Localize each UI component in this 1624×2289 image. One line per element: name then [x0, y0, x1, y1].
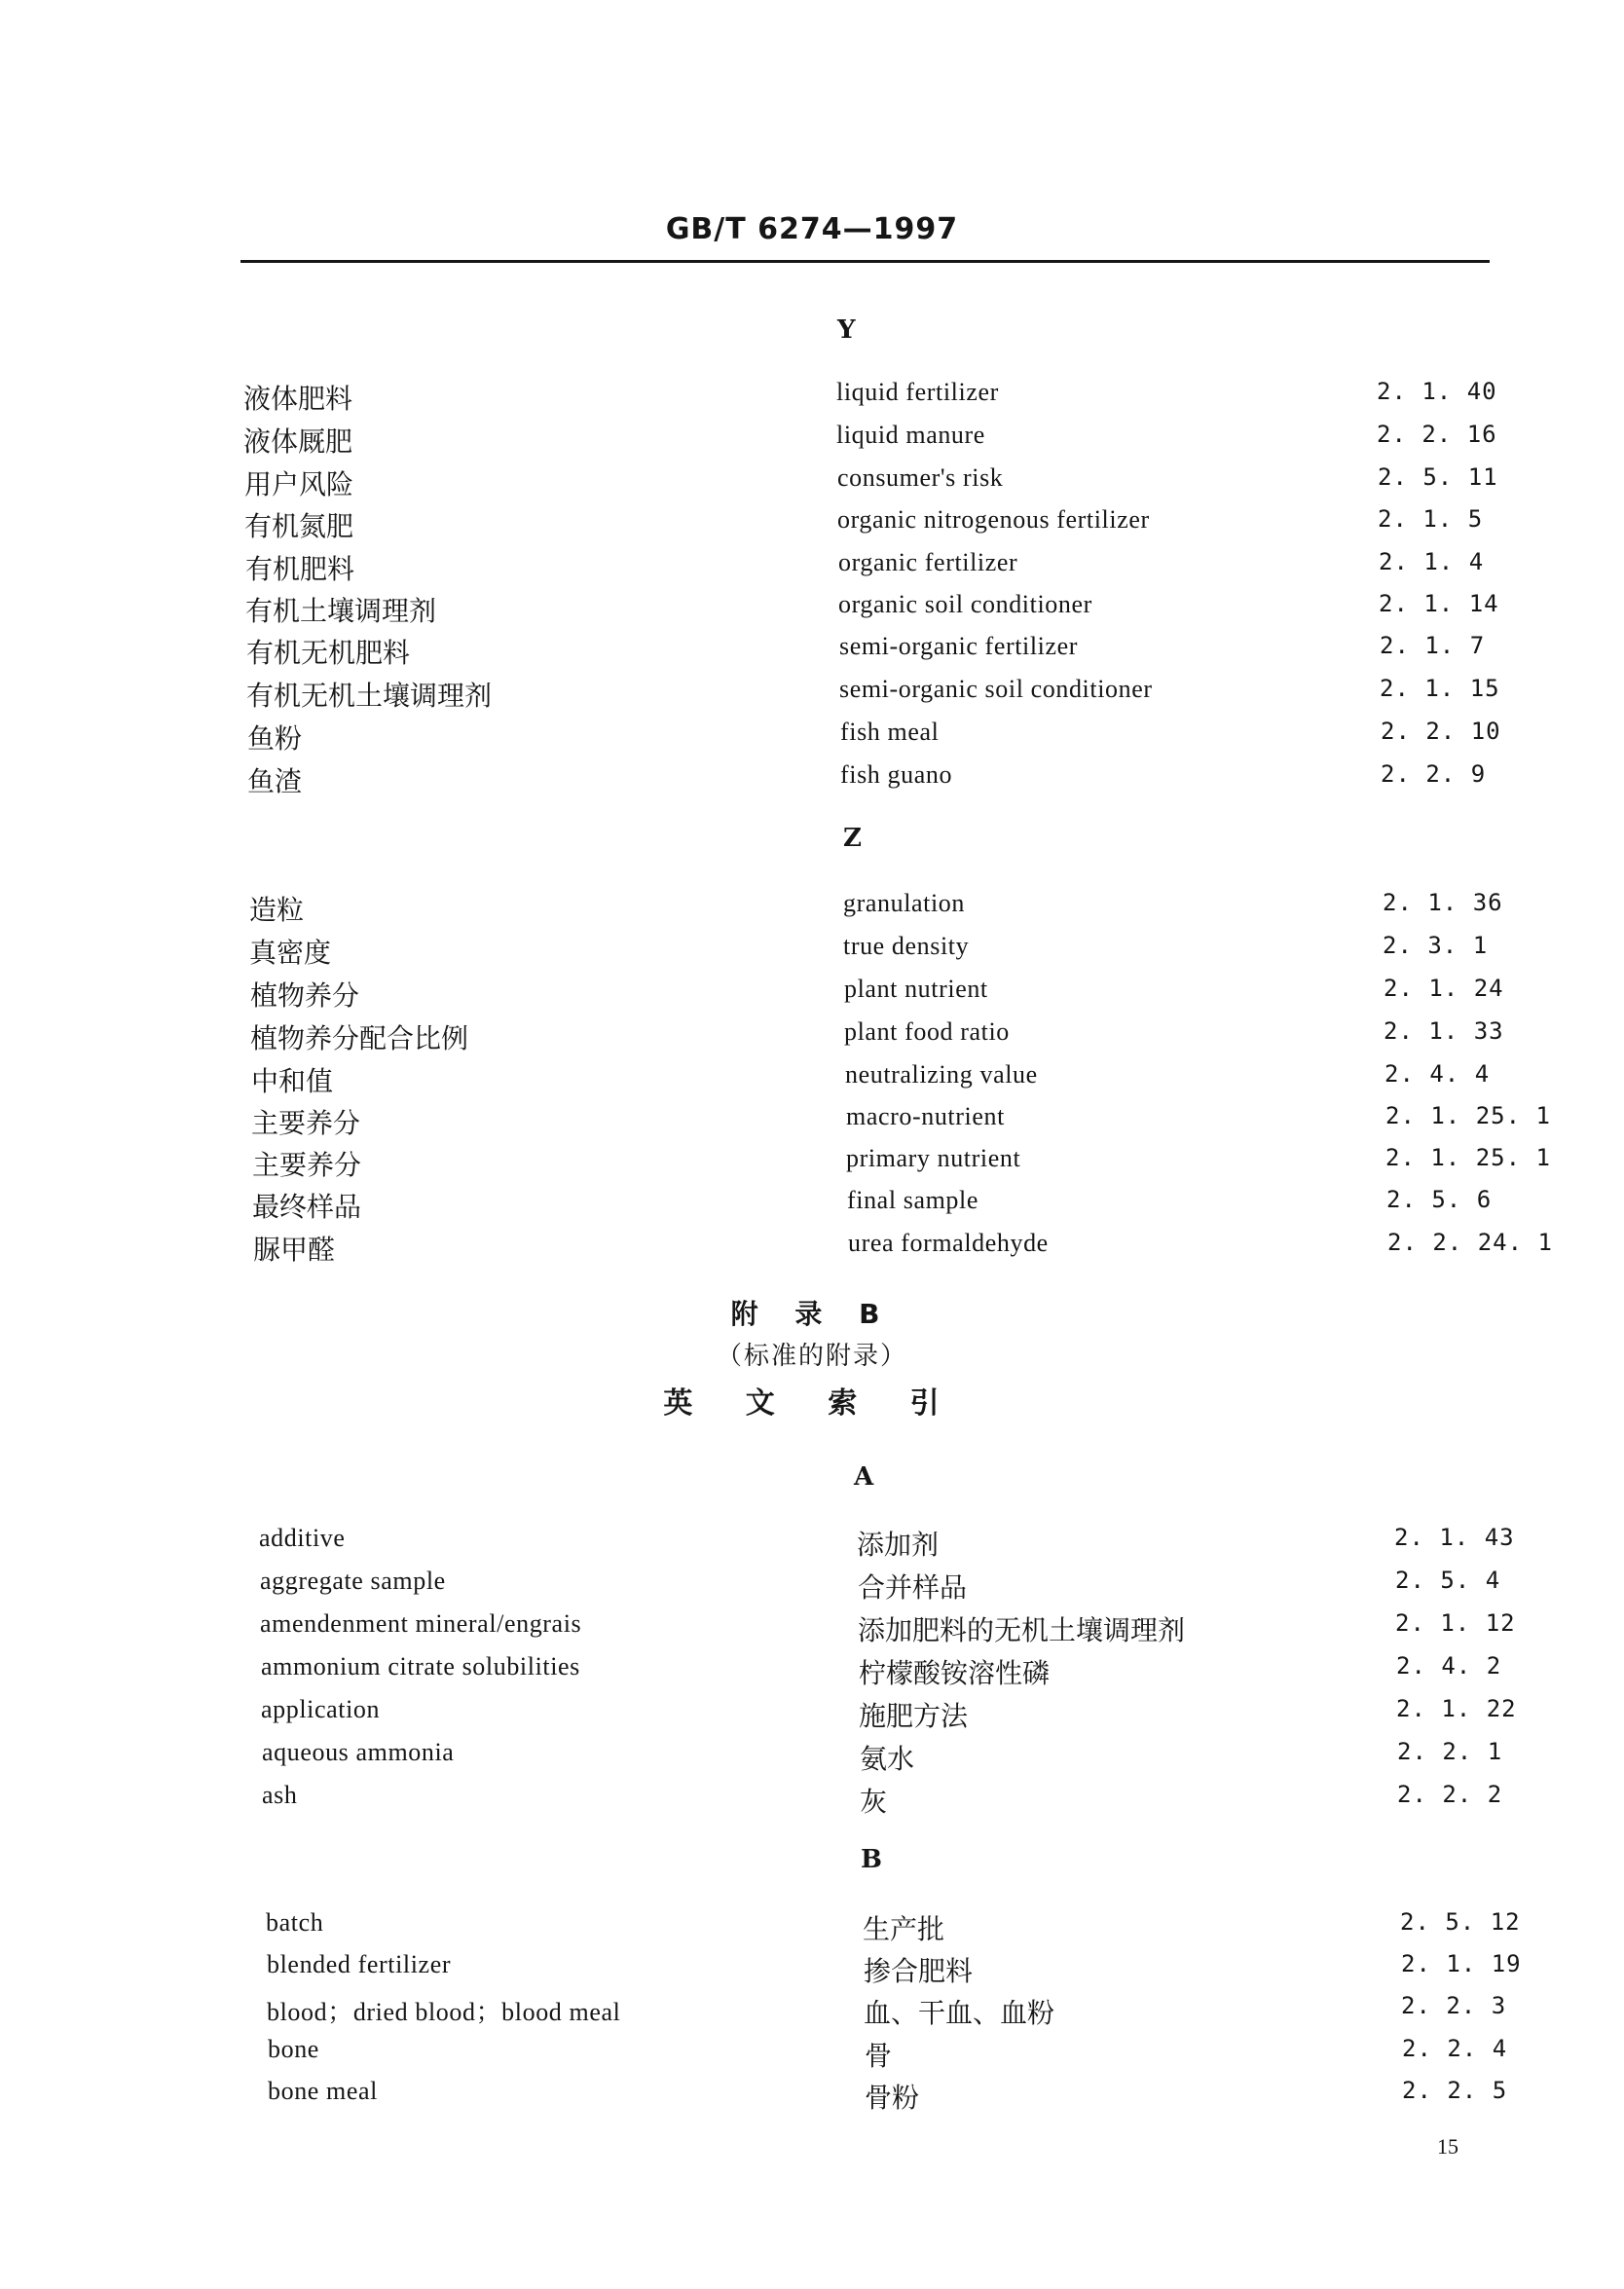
- index-row: [0, 760, 1624, 803]
- translation: 添加肥料的无机土壤调理剂: [858, 1614, 1186, 1646]
- term: 有机土壤调理剂: [245, 595, 437, 627]
- term: 脲甲醛: [253, 1234, 336, 1266]
- term: aqueous ammonia: [262, 1738, 455, 1766]
- translation: true density: [843, 932, 970, 960]
- translation: primary nutrient: [846, 1144, 1021, 1172]
- term: 液体肥料: [243, 383, 353, 415]
- term: additive: [259, 1524, 346, 1552]
- clause: 2. 2. 4: [1402, 2035, 1508, 2062]
- clause: 2. 1. 14: [1379, 590, 1499, 617]
- clause: 2. 4. 2: [1396, 1652, 1502, 1680]
- translation: neutralizing value: [845, 1060, 1038, 1089]
- term: blended fertilizer: [267, 1950, 452, 1978]
- index-row: [0, 505, 1624, 548]
- clause: 2. 1. 33: [1384, 1017, 1504, 1045]
- translation: organic soil conditioner: [838, 590, 1092, 618]
- clause: 2. 3. 1: [1383, 932, 1489, 959]
- clause: 2. 1. 22: [1396, 1695, 1517, 1722]
- term: 有机氮肥: [244, 510, 354, 542]
- clause: 2. 2. 2: [1397, 1781, 1503, 1808]
- section-letter-y: Y: [837, 315, 856, 345]
- term: 液体厩肥: [243, 425, 353, 458]
- index-row: [0, 1738, 1624, 1781]
- term: 最终样品: [252, 1191, 362, 1223]
- section-letter-a: A: [854, 1462, 874, 1492]
- clause: 2. 2. 24. 1: [1387, 1229, 1553, 1256]
- clause: 2. 1. 43: [1394, 1524, 1515, 1551]
- translation: consumer's risk: [837, 463, 1004, 492]
- index-row: [0, 378, 1624, 421]
- translation: organic nitrogenous fertilizer: [837, 505, 1150, 534]
- term: ammonium citrate solubilities: [261, 1652, 580, 1680]
- index-row: [0, 1229, 1624, 1272]
- translation: fish meal: [840, 718, 940, 746]
- translation: 氨水: [860, 1743, 915, 1775]
- term: bone meal: [268, 2077, 378, 2105]
- appendix-title: 附 录 B: [730, 1298, 894, 1330]
- translation: liquid manure: [836, 421, 985, 449]
- translation: macro-nutrient: [846, 1102, 1005, 1130]
- index-row: [0, 889, 1624, 932]
- translation: final sample: [847, 1186, 978, 1214]
- translation: granulation: [843, 889, 966, 917]
- term: 有机无机肥料: [246, 637, 411, 669]
- term: 有机肥料: [245, 553, 355, 585]
- clause: 2. 1. 5: [1378, 505, 1484, 533]
- index-row: [0, 675, 1624, 718]
- clause: 2. 2. 16: [1377, 421, 1497, 448]
- index-row: [0, 548, 1624, 591]
- clause: 2. 5. 11: [1378, 463, 1498, 491]
- index-row: [0, 421, 1624, 463]
- translation: 添加剂: [857, 1529, 940, 1561]
- index-row: [0, 975, 1624, 1017]
- term: amendenment mineral/engrais: [260, 1609, 582, 1638]
- term: application: [261, 1695, 381, 1723]
- index-row: [0, 1102, 1624, 1145]
- term: 主要养分: [251, 1107, 361, 1139]
- term: aggregate sample: [260, 1567, 446, 1595]
- section-letter-z: Z: [843, 824, 862, 853]
- term: 植物养分配合比例: [250, 1022, 469, 1054]
- translation: plant nutrient: [844, 975, 988, 1003]
- index-row: [0, 632, 1624, 675]
- term: 植物养分: [250, 979, 360, 1012]
- clause: 2. 1. 12: [1395, 1609, 1516, 1637]
- index-row: [0, 1908, 1624, 1951]
- clause: 2. 1. 15: [1380, 675, 1500, 702]
- header-rule: [240, 260, 1490, 263]
- index-row: [0, 1992, 1624, 2035]
- clause: 2. 5. 4: [1395, 1567, 1501, 1594]
- index-row: [0, 1695, 1624, 1738]
- section-letter-b: B: [861, 1845, 882, 1874]
- translation: 生产批: [863, 1913, 945, 1945]
- translation: plant food ratio: [844, 1017, 1010, 1046]
- term: ash: [262, 1781, 298, 1809]
- translation: 掺合肥料: [864, 1955, 974, 1987]
- clause: 2. 2. 3: [1401, 1992, 1507, 2019]
- index-row: [0, 2035, 1624, 2078]
- clause: 2. 1. 40: [1377, 378, 1497, 405]
- clause: 2. 1. 24: [1384, 975, 1504, 1002]
- term: batch: [266, 1908, 324, 1937]
- term: 用户风险: [244, 468, 354, 500]
- index-row: [0, 463, 1624, 506]
- translation: liquid fertilizer: [836, 378, 999, 406]
- clause: 2. 1. 36: [1383, 889, 1503, 916]
- clause: 2. 2. 1: [1397, 1738, 1503, 1765]
- clause: 2. 1. 4: [1379, 548, 1485, 575]
- clause: 2. 2. 10: [1381, 718, 1501, 745]
- term: 有机无机土壤调理剂: [246, 680, 493, 712]
- index-row: [0, 1567, 1624, 1609]
- term: bone: [268, 2035, 319, 2063]
- term: 真密度: [249, 937, 332, 969]
- translation: 灰: [860, 1786, 888, 1818]
- term: 中和值: [251, 1065, 334, 1097]
- term: 主要养分: [252, 1149, 362, 1181]
- translation: urea formaldehyde: [848, 1229, 1049, 1257]
- clause: 2. 1. 19: [1401, 1950, 1522, 1977]
- translation: 骨粉: [865, 2082, 920, 2114]
- index-row: [0, 1060, 1624, 1103]
- appendix-heading: 英 文 索 引: [663, 1386, 961, 1421]
- index-row: [0, 1781, 1624, 1824]
- translation: semi-organic soil conditioner: [839, 675, 1153, 703]
- index-row: [0, 1652, 1624, 1695]
- index-row: [0, 1524, 1624, 1567]
- clause: 2. 1. 25. 1: [1385, 1144, 1551, 1171]
- term: 鱼粉: [247, 722, 303, 755]
- clause: 2. 4. 4: [1384, 1060, 1491, 1088]
- clause: 2. 5. 6: [1386, 1186, 1493, 1213]
- page-number: 15: [1437, 2134, 1458, 2159]
- translation: 柠檬酸铵溶性磷: [859, 1657, 1051, 1689]
- clause: 2. 1. 25. 1: [1385, 1102, 1551, 1129]
- document-header: GB/T 6274—1997: [665, 212, 959, 246]
- translation: fish guano: [840, 760, 953, 789]
- translation: 血、干血、血粉: [864, 1997, 1055, 2029]
- index-row: [0, 932, 1624, 975]
- index-row: [0, 2077, 1624, 2120]
- clause: 2. 2. 9: [1381, 760, 1487, 788]
- index-row: [0, 1950, 1624, 1993]
- translation: organic fertilizer: [838, 548, 1018, 576]
- clause: 2. 2. 5: [1402, 2077, 1508, 2104]
- translation: 合并样品: [858, 1571, 968, 1604]
- index-row: [0, 1017, 1624, 1060]
- translation: 骨: [865, 2040, 893, 2072]
- index-row: [0, 1144, 1624, 1187]
- clause: 2. 5. 12: [1400, 1908, 1521, 1936]
- appendix-subtitle: （标准的附录）: [716, 1342, 907, 1371]
- index-row: [0, 1609, 1624, 1652]
- index-row: [0, 1186, 1624, 1229]
- index-row: [0, 718, 1624, 760]
- term: 鱼渣: [247, 765, 303, 797]
- term: 造粒: [249, 894, 305, 926]
- term: blood；dried blood；blood meal: [267, 1998, 621, 2026]
- index-row: [0, 590, 1624, 633]
- clause: 2. 1. 7: [1380, 632, 1486, 659]
- translation: 施肥方法: [859, 1700, 969, 1732]
- translation: semi-organic fertilizer: [839, 632, 1079, 660]
